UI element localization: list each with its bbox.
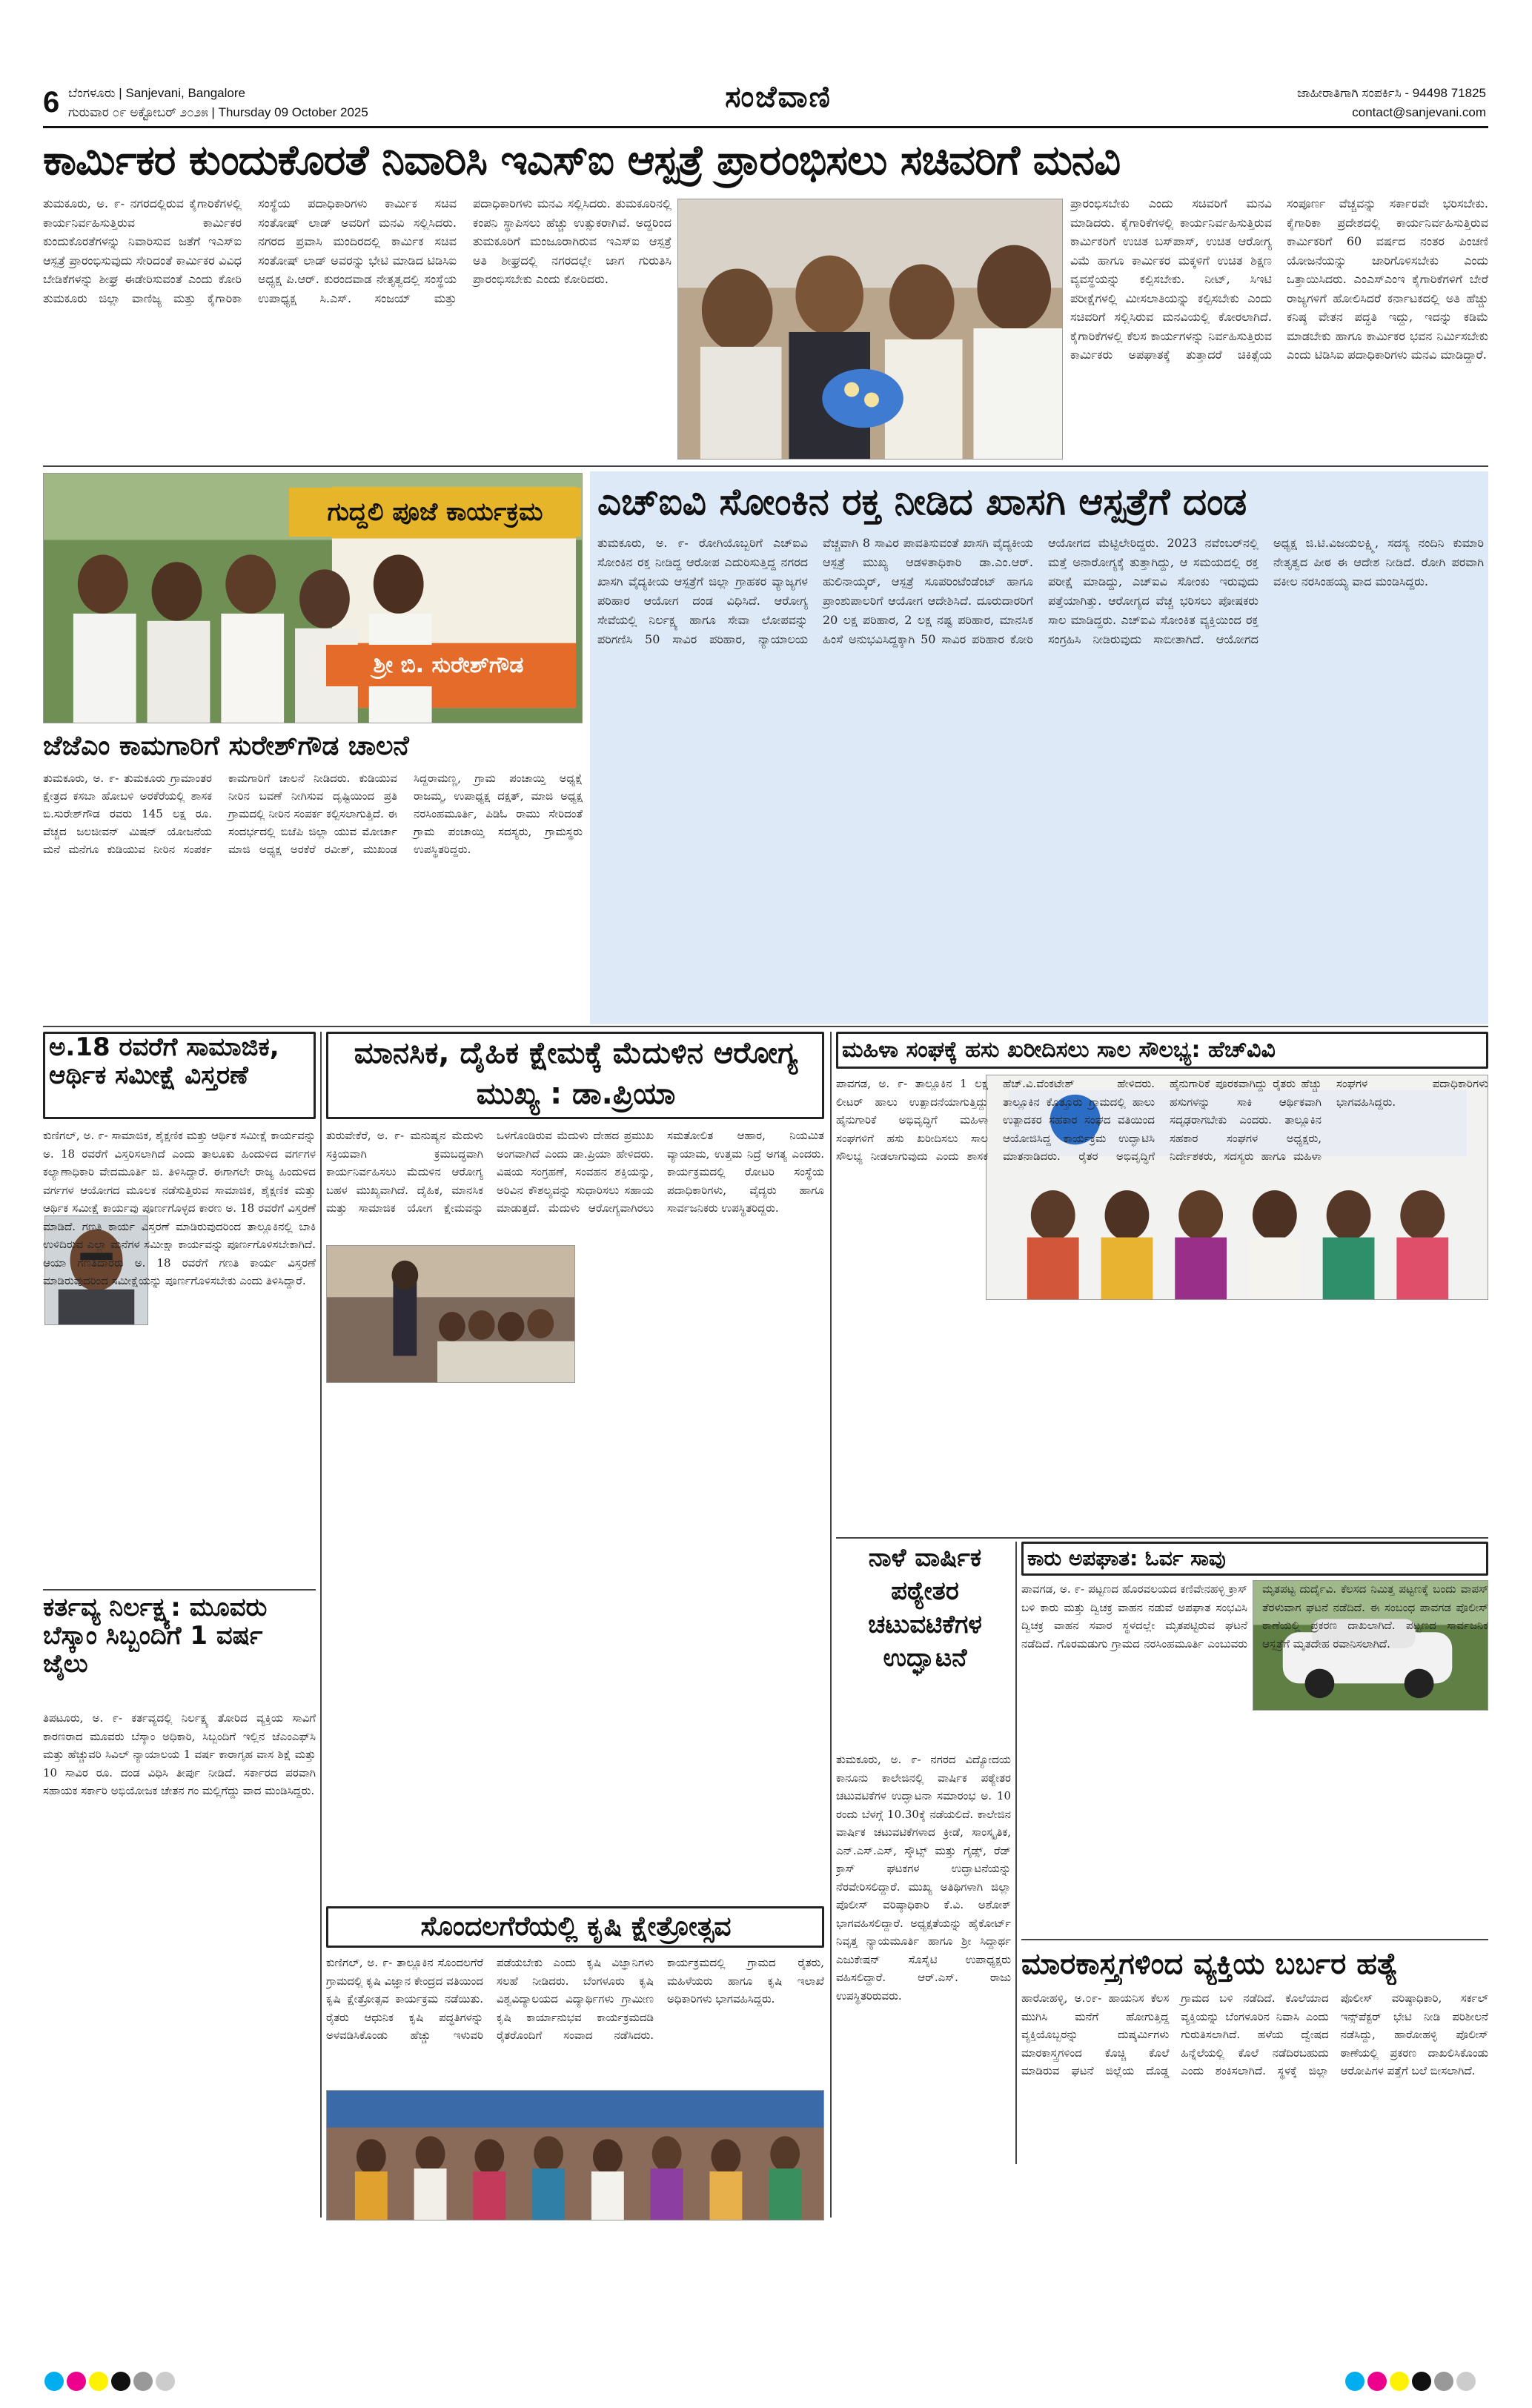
story11-headline: ಮಾರಕಾಸ್ತ್ರಗಳಿಂದ ವ್ಯಕ್ತಿಯ ಬರ್ಬರ ಹತ್ಯೆ: [1021, 1947, 1399, 1981]
swatch-yellow: [1390, 2372, 1409, 2391]
col-divider-1: [320, 1032, 322, 2218]
swatch-magenta: [67, 2372, 86, 2391]
story6-body: ತುರುವೇಕೆರೆ, ಅ. ೯- ಮನುಷ್ಯನ ಮೆದುಳು ಸಕ್ರಿಯವಾಗಿ ಕ್ರಮಬದ್ಧವಾಗಿ ಕಾರ್ಯನಿರ್ವಹಿಸಲು ಮೆದುಳಿನ ಆರೋಗ್ಯ ಬಹಳ ಮುಖ್ಯವಾಗಿದೆ. ದೈಹಿಕ, ಮಾನಸಿಕ ಮತ್ತು ಸಾಮಾಜಿಕ ಯೋಗ ಕ್ಷೇಮವನ್ನು ಒಳಗೊಂಡಿರುವ ಮೆದುಳು ದೇಹದ ಪ್ರಮುಖ ಅಂಗವಾಗಿದೆ ಎಂದು ಡಾ.ಪ್ರಿಯಾ ಹೇಳಿದರು. ವಿಷಯ ಸಂಗ್ರಹಣೆ, ಸಂವಹನ ಶಕ್ತಿಯನ್ನು, ಅರಿವಿನ ಕೌಶಲ್ಯವನ್ನು ಸುಧಾರಿಸಲು ಸಹಾಯ ಮಾಡುತ್ತದೆ. ಮೆದುಳು ಆರೋಗ್ಯವಾಗಿರಲು ಸಮತೋಲಿತ ಆಹಾರ, ನಿಯಮಿತ ವ್ಯಾಯಾಮ, ಉತ್ತಮ ನಿದ್ರೆ ಅಗತ್ಯ ಎಂದರು. ಕಾರ್ಯಕ್ರಮದಲ್ಲಿ ರೋಟರಿ ಸಂಸ್ಥೆಯ ಪದಾಧಿಕಾರಿಗಳು, ವೈದ್ಯರು ಹಾಗೂ ಸಾರ್ವಜನಿಕರು ಉಪಸ್ಥಿತರಿದ್ದರು.: [326, 1129, 824, 1215]
story7-body: ಪಾವಗಡ, ಅ. ೯- ತಾಲ್ಲೂಕಿನ 1 ಲಕ್ಷ ಲೀಟರ್ ಹಾಲು ಉತ್ಪಾದನೆಯಾಗುತ್ತಿದ್ದು ಹೈನುಗಾರಿಕೆ ಅಭಿವೃದ್ಧಿಗೆ ಮಹಿಳಾ ಸಂಘಗಳಿಗೆ ಹಸು ಖರೀದಿಸಲು ಸಾಲ ಸೌಲಭ್ಯ ನೀಡಲಾಗುವುದು ಎಂದು ಶಾಸಕ ಹೆಚ್.ವಿ.ವೆಂಕಟೇಶ್ ಹೇಳಿದರು. ತಾಲ್ಲೂಕಿನ ಕೊತ್ತೂರು ಗ್ರಾಮದಲ್ಲಿ ಹಾಲು ಉತ್ಪಾದಕರ ಸಹಕಾರ ಸಂಘದ ವತಿಯಿಂದ ಆಯೋಜಿಸಿದ್ದ ಕಾರ್ಯಕ್ರಮ ಉದ್ಘಾಟಿಸಿ ಮಾತನಾಡಿದರು. ರೈತರ ಅಭಿವೃದ್ಧಿಗೆ ಹೈನುಗಾರಿಕೆ ಪೂರಕವಾಗಿದ್ದು ರೈತರು ಹೆಚ್ಚು ಹಸುಗಳನ್ನು ಸಾಕಿ ಆರ್ಥಿಕವಾಗಿ ಸದೃಢರಾಗಬೇಕು ಎಂದರು. ತಾಲ್ಲೂಕಿನ ಸಹಕಾರ ಸಂಘಗಳ ಅಧ್ಯಕ್ಷರು, ನಿರ್ದೇಶಕರು, ಸದಸ್ಯರು ಹಾಗೂ ಮಹಿಳಾ ಸಂಘಗಳ ಪದಾಧಿಕಾರಿಗಳು ಭಾಗವಹಿಸಿದ್ದರು.: [836, 1077, 1488, 1163]
swatch-light-grey: [156, 2372, 175, 2391]
story1-body-right: ಪ್ರಾರಂಭಿಸಬೇಕು ಎಂದು ಸಚಿವರಿಗೆ ಮನವಿ ಮಾಡಿದರು. ಕೈಗಾರಿಕೆಗಳಲ್ಲಿ ಕಾರ್ಯನಿರ್ವಹಿಸುತ್ತಿರುವ ಕಾರ್ಮಿಕರಿಗೆ ಉಚಿತ ಬಸ್‌ಪಾಸ್, ಉಚಿತ ಆರೋಗ್ಯ ವಿಮೆ ಹಾಗೂ ಕಾರ್ಮಿಕರ ಮಕ್ಕಳಿಗೆ ಉಚಿತ ಶಿಕ್ಷಣ ವ್ಯವಸ್ಥೆಯನ್ನು ಕಲ್ಪಿಸಬೇಕು. ನೀಟ್, ಸಿಇಟಿ ಪರೀಕ್ಷೆಗಳಲ್ಲಿ ಮೀಸಲಾತಿಯನ್ನು ಕಲ್ಪಿಸಬೇಕು ಎಂದು ಸಚಿವರಿಗೆ ಸಲ್ಲಿಸಿರುವ ಮನವಿಯಲ್ಲಿ ಕೋರಲಾಗಿದೆ. ಕೈಗಾರಿಕೆಗಳಲ್ಲಿ ಕೆಲಸ ಕಾರ್ಯಗಳನ್ನು ನಿರ್ವಹಿಸುತ್ತಿರುವ ಕಾರ್ಮಿಕರು ಅಪಘಾತಕ್ಕೆ ತುತ್ತಾದರೆ ಚಿಕಿತ್ಸೆಯ ಸಂಪೂರ್ಣ ವೆಚ್ಚವನ್ನು ಸರ್ಕಾರವೇ ಭರಿಸಬೇಕು. ಕೈಗಾರಿಕಾ ಪ್ರದೇಶದಲ್ಲಿ ಕಾರ್ಯನಿರ್ವಹಿಸುತ್ತಿರುವ ಕಾರ್ಮಿಕರಿಗೆ 60 ವರ್ಷದ ನಂತರ ಪಿಂಚಣಿ ಯೋಜನೆಯನ್ನು ಜಾರಿಗೊಳಿಸಬೇಕು ಎಂದು ಒತ್ತಾಯಿಸಿದರು. ಎಂಎಸ್‌ಎಂಇ ಕೈಗಾರಿಕೆಗಳಿಗೆ ಬೇರೆ ರಾಜ್ಯಗಳಿಗೆ ಹೋಲಿಸಿದರೆ ಕರ್ನಾಟಕದಲ್ಲಿ ಅತಿ ಹೆಚ್ಚು ಕನಿಷ್ಠ ವೇತನ ಪದ್ಧತಿ ಇದ್ದು, ಇದನ್ನು ಕಡಿಮೆ ಮಾಡಬೇಕು ಹಾಗೂ ಕಾರ್ಮಿಕರ ಭವನ ನಿರ್ಮಿಸಬೇಕು ಎಂದು ಟಿಡಿಸಿಐ ಪದಾಧಿಕಾರಿಗಳು ಮನವಿ ಮಾಡಿದ್ದಾರೆ.: [1070, 196, 1488, 362]
story7-divider: [836, 1537, 1488, 1539]
story8-body: ತುಮಕೂರು, ಅ. ೯- ನಗರದ ವಿದ್ಯೋದಯ ಕಾನೂನು ಕಾಲೇಜಿನಲ್ಲಿ ವಾರ್ಷಿಕ ಪಠ್ಯೇತರ ಚಟುವಟಿಕೆಗಳ ಉದ್ಘಾಟನಾ ಸಮಾರಂಭ ಅ. 10 ರಂದು ಬೆಳಗ್ಗೆ 10.30ಕ್ಕೆ ನಡೆಯಲಿದೆ. ಕಾಲೇಜಿನ ವಾರ್ಷಿಕ ಚಟುವಟಿಕೆಗಳಾದ ಕ್ರೀಡೆ, ಸಾಂಸ್ಕೃತಿಕ, ಎನ್.ಎಸ್.ಎಸ್, ಸ್ಕೌಟ್ಸ್ ಮತ್ತು ಗೈಡ್ಸ್, ರೆಡ್ ಕ್ರಾಸ್ ಘಟಕಗಳ ಉದ್ಘಾಟನೆಯನ್ನು ನೆರವೇರಿಸಲಿದ್ದಾರೆ. ಮುಖ್ಯ ಅತಿಥಿಗಳಾಗಿ ಜಿಲ್ಲಾ ಪೊಲೀಸ್ ವರಿಷ್ಠಾಧಿಕಾರಿ ಕೆ.ವಿ. ಅಶೋಕ್ ಭಾಗವಹಿಸಲಿದ್ದಾರೆ. ಅಧ್ಯಕ್ಷತೆಯನ್ನು ಹೈಕೋರ್ಟ್ ನಿವೃತ್ತ ನ್ಯಾಯಮೂರ್ತಿ ಹಾಗೂ ಶ್ರೀ ಸಿದ್ದಾರ್ಥ ಎಜುಕೇಷನ್ ಸೊಸೈಟಿ ಉಪಾಧ್ಯಕ್ಷರು ವಹಿಸಲಿದ್ದಾರೆ. ಆರ್.ಎಸ್. ರಾಜು ಉಪಸ್ಥಿತರಿರುವರು.: [836, 1753, 1011, 2003]
col-divider-3: [1015, 1542, 1017, 2164]
date-line: ಗುರುವಾರ ೦೯ ಅಕ್ಟೋಬರ್ ೨೦೨೫ | Thursday 09 October 2025: [68, 105, 368, 119]
story3-banner: [289, 488, 581, 537]
swatch-black: [111, 2372, 130, 2391]
story3-body: ತುಮಕೂರು, ಅ. ೯- ತುಮಕೂರು ಗ್ರಾಮಾಂತರ ಕ್ಷೇತ್ರದ ಕಸಬಾ ಹೋಬಳಿ ಅರಕೆರೆಯಲ್ಲಿ ಶಾಸಕ ಬಿ.ಸುರೇಶ್‌ಗೌಡ ರವರು 145 ಲಕ್ಷ ರೂ. ವೆಚ್ಚದ ಜಲಜೀವನ್ ಮಿಷನ್ ಯೋಜನೆಯ ಮನೆ ಮನೆಗೂ ಕುಡಿಯುವ ನೀರಿನ ಸಂಪರ್ಕ ಕಾಮಗಾರಿಗೆ ಚಾಲನೆ ನೀಡಿದರು. ಕುಡಿಯುವ ನೀರಿನ ಬವಣೆ ನೀಗಿಸುವ ದೃಷ್ಟಿಯಿಂದ ಪ್ರತಿ ಗ್ರಾಮದಲ್ಲಿ ನೀರಿನ ಸಂಪರ್ಕ ಕಲ್ಪಿಸಲಾಗುತ್ತಿದೆ. ಈ ಸಂದರ್ಭದಲ್ಲಿ ಬಿಜೆಪಿ ಜಿಲ್ಲಾ ಯುವ ಮೋರ್ಚಾ ಮಾಜಿ ಅಧ್ಯಕ್ಷ ಅರಕೆರೆ ರವೀಶ್, ಮುಖಂಡ ಸಿದ್ದರಾಮಣ್ಣ, ಗ್ರಾಮ ಪಂಚಾಯ್ತಿ ಅಧ್ಯಕ್ಷೆ ರಾಜಮ್ಮ, ಉಪಾಧ್ಯಕ್ಷ ದಕ್ಷತ್, ಮಾಜಿ ಅಧ್ಯಕ್ಷ ನರಸಿಂಹಮೂರ್ತಿ, ಪಿಡಿಓ ರಾಮು ಸೇರಿದಂತೆ ಗ್ರಾಮ ಪಂಚಾಯ್ತಿ ಸದಸ್ಯರು, ಗ್ರಾಮಸ್ಥರು ಉಪಸ್ಥಿತರಿದ್ದರು.: [43, 772, 583, 856]
story3-banner-name-text: ಶ್ರೀ ಬಿ. ಸುರೇಶ್‌ಗೌಡ: [373, 652, 524, 678]
swatch-yellow: [89, 2372, 108, 2391]
story3-banner-name: [326, 645, 571, 686]
story8-headline: ನಾಳೆ ವಾರ್ಷಿಕ ಪಠ್ಯೇತರ ಚಟುವಟಿಕೆಗಳ ಉದ್ಘಾಟನೆ: [868, 1543, 982, 1673]
swatch-grey: [133, 2372, 153, 2391]
story10-headline: ಸೊಂದಲಗೆರೆಯಲ್ಲಿ ಕೃಷಿ ಕ್ಷೇತ್ರೋತ್ಸವ: [420, 1911, 732, 1942]
page-number: 6: [43, 86, 60, 119]
story2-headline: ಎಚ್‌ಐವಿ ಸೋಂಕಿನ ರಕ್ತ ನೀಡಿದ ಖಾಸಗಿ ಆಸ್ಪತ್ರೆಗೆ ದಂಡ: [597, 480, 1247, 523]
masthead-logo: [645, 80, 912, 114]
edition-label: ಬೆಂಗಳೂರು | Sanjevani, Bangalore: [68, 86, 245, 100]
story9-headline: ಕಾರು ಅಪಘಾತ: ಓರ್ವ ಸಾವು: [1027, 1546, 1226, 1570]
story11-rule: [1021, 1939, 1488, 1940]
header-rule: [43, 126, 1488, 128]
swatch-magenta: [1367, 2372, 1387, 2391]
story1-photo: [677, 199, 1063, 460]
story10-body: ಕುಣಿಗಲ್, ಅ. ೯- ತಾಲ್ಲೂಕಿನ ಸೊಂದಲಗೆರೆ ಗ್ರಾಮದಲ್ಲಿ ಕೃಷಿ ವಿಜ್ಞಾನ ಕೇಂದ್ರದ ವತಿಯಿಂದ ಕೃಷಿ ಕ್ಷೇತ್ರೋತ್ಸವ ಕಾರ್ಯಕ್ರಮ ನಡೆಯಿತು. ರೈತರು ಆಧುನಿಕ ಕೃಷಿ ಪದ್ಧತಿಗಳನ್ನು ಅಳವಡಿಸಿಕೊಂಡು ಹೆಚ್ಚು ಇಳುವರಿ ಪಡೆಯಬೇಕು ಎಂದು ಕೃಷಿ ವಿಜ್ಞಾನಿಗಳು ಸಲಹೆ ನೀಡಿದರು. ಬೆಂಗಳೂರು ಕೃಷಿ ವಿಶ್ವವಿದ್ಯಾಲಯದ ವಿದ್ಯಾರ್ಥಿಗಳು ಗ್ರಾಮೀಣ ಕೃಷಿ ಕಾರ್ಯಾನುಭವ ಕಾರ್ಯಕ್ರಮದಡಿ ರೈತರೊಂದಿಗೆ ಸಂವಾದ ನಡೆಸಿದರು. ಕಾರ್ಯಕ್ರಮದಲ್ಲಿ ಗ್ರಾಮದ ರೈತರು, ಮಹಿಳೆಯರು ಹಾಗೂ ಕೃಷಿ ಇಲಾಖೆ ಅಧಿಕಾರಿಗಳು ಭಾಗವಹಿಸಿದ್ದರು.: [326, 1956, 824, 2042]
swatch-black: [1412, 2372, 1431, 2391]
story1-body-left: ತುಮಕೂರು, ಅ. ೯- ನಗರದಲ್ಲಿರುವ ಕೈಗಾರಿಕೆಗಳಲ್ಲಿ ಕಾರ್ಯನಿರ್ವಹಿಸುತ್ತಿರುವ ಕಾರ್ಮಿಕರ ಕುಂದುಕೊರತೆಗಳನ್ನು ನಿವಾರಿಸುವ ಜತೆಗೆ ಇಎಸ್‌ಐ ಆಸ್ಪತ್ರೆ ಪ್ರಾರಂಭಿಸುವುದು ಸೇರಿದಂತೆ ಕಾರ್ಮಿಕರ ವಿವಿಧ ಬೇಡಿಕೆಗಳನ್ನು ಶೀಘ್ರ ಈಡೇರಿಸುವಂತೆ ಎಂದು ಕೋರಿ ತುಮಕೂರು ಜಿಲ್ಲಾ ವಾಣಿಜ್ಯ ಮತ್ತು ಕೈಗಾರಿಕಾ ಸಂಸ್ಥೆಯ ಪದಾಧಿಕಾರಿಗಳು ಕಾರ್ಮಿಕ ಸಚಿವ ಸಂತೋಷ್ ಲಾಡ್ ಅವರಿಗೆ ಮನವಿ ಸಲ್ಲಿಸಿದರು. ನಗರದ ಪ್ರವಾಸಿ ಮಂದಿರದಲ್ಲಿ ಕಾರ್ಮಿಕ ಸಚಿವ ಸಂತೋಷ್ ಲಾಡ್ ಅವರನ್ನು ಭೇಟಿ ಮಾಡಿದ ಟಿಡಿಸಿಐ ಅಧ್ಯಕ್ಷ ಪಿ.ಆರ್. ಕುರಂದವಾಡ ನೇತೃತ್ವದಲ್ಲಿ ಸಂಸ್ಥೆಯ ಉಪಾಧ್ಯಕ್ಷ ಸಿ.ಎಸ್. ಸಂಜಯ್ ಮತ್ತು ಪದಾಧಿಕಾರಿಗಳು ಮನವಿ ಸಲ್ಲಿಸಿದರು. ತುಮಕೂರಿನಲ್ಲಿ ಕಂಪನಿ ಸ್ಥಾಪಿಸಲು ಹೆಚ್ಚು ಉತ್ಸುಕರಾಗಿವೆ. ಅದ್ದರಿಂದ ತುಮಕೂರಿಗೆ ಮಂಜೂರಾಗಿರುವ ಇಎಸ್‌ಐ ಆಸ್ಪತ್ರೆ ಅತಿ ಶೀಘ್ರದಲ್ಲಿ ನಗರದಲ್ಲೇ ಜಾಗ ಗುರುತಿಸಿ ಪ್ರಾರಂಭಿಸಬೇಕು ಎಂದು ಕೋರಿದರು.: [43, 196, 672, 305]
story1-divider: [43, 465, 1488, 467]
story5-body: ತಿಪಟೂರು, ಅ. ೯- ಕರ್ತವ್ಯದಲ್ಲಿ ನಿರ್ಲಕ್ಷ್ಯ ತೋರಿದ ವ್ಯಕ್ತಿಯ ಸಾವಿಗೆ ಕಾರಣರಾದ ಮೂವರು ಬೆಸ್ಕಾಂ ಅಧಿಕಾರಿ, ಸಿಬ್ಬಂದಿಗೆ ಇಲ್ಲಿನ ಜೆಎಂಎಫ್‌ಸಿ ಮತ್ತು ಹೆಚ್ಚುವರಿ ಸಿವಿಲ್ ನ್ಯಾಯಾಲಯ 1 ವರ್ಷ ಕಾರಾಗೃಹ ವಾಸ ಶಿಕ್ಷೆ ಮತ್ತು 10 ಸಾವಿರ ರೂ. ದಂಡ ವಿಧಿಸಿ ತೀರ್ಪು ನೀಡಿದೆ. ಸರ್ಕಾರದ ಪರವಾಗಿ ಸಹಾಯಕ ಸರ್ಕಾರಿ ಅಭಿಯೋಜಕ ಚೇತನ ಗಂ ಮಲ್ಲಿಗೆದ್ದು ವಾದ ಮಂಡಿಸಿದ್ದರು.: [43, 1711, 316, 1797]
ad-contact: ಜಾಹೀರಾತಿಗಾಗಿ ಸಂಪರ್ಕಿಸಿ - 94498 71825: [1297, 86, 1486, 100]
contact-email[interactable]: contact@sanjevani.com: [1352, 105, 1486, 119]
col-divider-2: [830, 1032, 832, 2218]
story2-body: ತುಮಕೂರು, ಅ. ೯- ರೋಗಿಯೊಬ್ಬರಿಗೆ ಎಚ್‌ಐವಿ ಸೋಂಕಿನ ರಕ್ತ ನೀಡಿದ್ದ ಆರೋಪ ಎದುರಿಸುತ್ತಿದ್ದ ನಗರದ ಖಾಸಗಿ ವೈದ್ಯಕೀಯ ಆಸ್ಪತ್ರೆಗೆ ಜಿಲ್ಲಾ ಗ್ರಾಹಕರ ವ್ಯಾಜ್ಯಗಳ ಪರಿಹಾರ ಆಯೋಗ ದಂಡ ವಿಧಿಸಿದೆ. ಆರೋಗ್ಯ ಸೇವೆಯಲ್ಲಿ ನಿರ್ಲಕ್ಷ್ಯ ಹಾಗೂ ಸೇವಾ ಲೋಪವನ್ನು ಪರಿಗಣಿಸಿ 50 ಸಾವಿರ ಪರಿಹಾರ, ನ್ಯಾಯಾಲಯ ವೆಚ್ಚವಾಗಿ 8 ಸಾವಿರ ಪಾವತಿಸುವಂತೆ ಖಾಸಗಿ ವೈದ್ಯಕೀಯ ಆಸ್ಪತ್ರೆ ಮುಖ್ಯ ಆಡಳಿತಾಧಿಕಾರಿ ಡಾ.ಎಂ.ಆರ್. ಹುಲಿನಾಯ್ಕರ್, ಆಸ್ಪತ್ರೆ ಸೂಪರಿಂಟೆಂಡೆಂಟ್ ಹಾಗೂ ಪ್ರಾಂಶುಪಾಲರಿಗೆ ಆಯೋಗ ಆದೇಶಿಸಿದೆ. ದೂರುದಾರರಿಗೆ 20 ಲಕ್ಷ ಪರಿಹಾರ, 2 ಲಕ್ಷ ನಷ್ಟ ಪರಿಹಾರ, ಮಾನಸಿಕ ಹಿಂಸೆ ಅನುಭವಿಸಿದ್ದಕ್ಕಾಗಿ 50 ಸಾವಿರ ಪರಿಹಾರ ಕೋರಿ ಆಯೋಗದ ಮೆಟ್ಟಿಲೇರಿದ್ದರು. 2023 ನವೆಂಬರ್‌ನಲ್ಲಿ ಮತ್ತೆ ಅನಾರೋಗ್ಯಕ್ಕೆ ತುತ್ತಾಗಿದ್ದು, ಆ ಸಮಯದಲ್ಲಿ ರಕ್ತ ಪರೀಕ್ಷೆ ಮಾಡಿದ್ದು, ಎಚ್‌ಐವಿ ಸೋಂಕು ಇರುವುದು ಪತ್ತೆಯಾಗಿತ್ತು. ಆರೋಗ್ಯದ ವೆಚ್ಚ ಭರಿಸಲು ಪೋಷಕರು ಸಾಲ ಮಾಡಿದ್ದರು. ಎಚ್‌ಐವಿ ಸೋಂಕಿತ ವ್ಯಕ್ತಿಯಿಂದ ರಕ್ತ ಸಂಗ್ರಹಿಸಿ ನೀಡಿರುವುದು ಸಾಬೀತಾಗಿದೆ. ಆಯೋಗದ ಅಧ್ಯಕ್ಷ ಜಿ.ಟಿ.ವಿಜಯಲಕ್ಷ್ಮಿ, ಸದಸ್ಯ ನಂದಿನಿ ಕುಮಾರಿ ನೇತೃತ್ವದ ಪೀಠ ಈ ಆದೇಶ ನೀಡಿದೆ. ರೋಗಿ ಪರವಾಗಿ ವಕೀಲ ನರಸಿಂಹಯ್ಯ ವಾದ ಮಂಡಿಸಿದ್ದರು.: [597, 536, 1484, 646]
story9-body: ಪಾವಗಡ, ಅ. ೯- ಪಟ್ಟಣದ ಹೊರವಲಯದ ಕಣಿವೇನಹಳ್ಳಿ ಕ್ರಾಸ್ ಬಳಿ ಕಾರು ಮತ್ತು ದ್ವಿಚಕ್ರ ವಾಹನ ನಡುವೆ ಅಪಘಾತ ಸಂಭವಿಸಿ ದ್ವಿಚಕ್ರ ವಾಹನ ಸವಾರ ಸ್ಥಳದಲ್ಲೇ ಮೃತಪಟ್ಟಿರುವ ಘಟನೆ ನಡೆದಿದೆ. ಗೊರಮಡುಗು ಗ್ರಾಮದ ನರಸಿಂಹಮೂರ್ತಿ ಎಂಬುವರು ಮೃತಪಟ್ಟ ದುರ್ದೈವಿ. ಕೆಲಸದ ನಿಮಿತ್ತ ಪಟ್ಟಣಕ್ಕೆ ಬಂದು ವಾಪಸ್ ತೆರಳುವಾಗ ಘಟನೆ ನಡೆದಿದೆ. ಈ ಸಂಬಂಧ ಪಾವಗಡ ಪೊಲೀಸ್ ಠಾಣೆಯಲ್ಲಿ ಪ್ರಕರಣ ದಾಖಲಾಗಿದೆ. ಪಟ್ಟಣದ ಸಾರ್ವಜನಿಕ ಆಸ್ಪತ್ರೆಗೆ ಮೃತದೇಹ ರವಾನಿಸಲಾಗಿದೆ.: [1021, 1582, 1488, 1651]
story10-photo: [326, 2090, 824, 2220]
masthead-text: ಸಂಜೆವಾಣಿ: [725, 80, 832, 114]
story3-banner-text: ಗುದ್ದಲಿ ಪೂಜೆ ಕಾರ್ಯಕ್ರಮ: [327, 497, 543, 527]
print-color-bar-left: [44, 2372, 185, 2394]
story1-headline: ಕಾರ್ಮಿಕರ ಕುಂದುಕೊರತೆ ನಿವಾರಿಸಿ ಇಎಸ್‌ಐ ಆಸ್ಪತ್ರೆ ಪ್ರಾರಂಭಿಸಲು ಸಚಿವರಿಗೆ ಮನವಿ: [43, 136, 1121, 185]
story5-rule: [43, 1589, 316, 1591]
swatch-grey: [1434, 2372, 1453, 2391]
story6-headline: ಮಾನಸಿಕ, ದೈಹಿಕ ಕ್ಷೇಮಕ್ಕೆ ಮೆದುಳಿನ ಆರೋಗ್ಯ ಮುಖ್ಯ : ಡಾ.ಪ್ರಿಯಾ: [354, 1036, 798, 1111]
story5-headline: ಕರ್ತವ್ಯ ನಿರ್ಲಕ್ಷ್ಯ: ಮೂವರು ಬೆಸ್ಕಾಂ ಸಿಬ್ಬಂದಿಗೆ 1 ವರ್ಷ ಜೈಲು: [43, 1593, 268, 1679]
print-color-bar-right: [1345, 2372, 1486, 2394]
swatch-cyan: [44, 2372, 64, 2391]
story4-headline: ಅ.18 ರವರೆಗೆ ಸಾಮಾಜಿಕ, ಆರ್ಥಿಕ ಸಮೀಕ್ಷೆ ವಿಸ್ತರಣೆ: [49, 1033, 279, 1090]
row2-divider: [43, 1026, 1488, 1027]
story7-headline: ಮಹಿಳಾ ಸಂಘಕ್ಕೆ ಹಸು ಖರೀದಿಸಲು ಸಾಲ ಸೌಲಭ್ಯ: ಹೆಚ್‌ವಿವಿ: [842, 1037, 1276, 1063]
story3-headline: ಜೆಜೆಎಂ ಕಾಮಗಾರಿಗೆ ಸುರೇಶ್‌ಗೌಡ ಚಾಲನೆ: [43, 731, 409, 761]
story11-body: ಹಾರೋಹಳ್ಳಿ, ಅ.೦೯- ಹಾಯನಿಸ ಕೆಲಸ ಮುಗಿಸಿ ಮನೆಗೆ ಹೋಗುತ್ತಿದ್ದ ವ್ಯಕ್ತಿಯೊಬ್ಬರನ್ನು ದುಷ್ಕರ್ಮಿಗಳು ಮಾರಕಾಸ್ತ್ರಗಳಿಂದ ಕೊಚ್ಚಿ ಕೊಲೆ ಮಾಡಿರುವ ಘಟನೆ ಜಿಲ್ಲೆಯ ದೊಡ್ಡ ಗ್ರಾಮದ ಬಳಿ ನಡೆದಿದೆ. ಕೊಲೆಯಾದ ವ್ಯಕ್ತಿಯನ್ನು ಬೆಂಗಳೂರಿನ ನಿವಾಸಿ ಎಂದು ಗುರುತಿಸಲಾಗಿದೆ. ಹಳೆಯ ದ್ವೇಷದ ಹಿನ್ನೆಲೆಯಲ್ಲಿ ಕೊಲೆ ನಡೆದಿರಬಹುದು ಎಂದು ಶಂಕಿಸಲಾಗಿದೆ. ಸ್ಥಳಕ್ಕೆ ಜಿಲ್ಲಾ ಪೊಲೀಸ್ ವರಿಷ್ಠಾಧಿಕಾರಿ, ಸರ್ಕಲ್ ಇನ್ಸ್‌ಪೆಕ್ಟರ್ ಭೇಟಿ ನೀಡಿ ಪರಿಶೀಲನೆ ನಡೆಸಿದ್ದು, ಹಾರೋಹಳ್ಳಿ ಪೊಲೀಸ್ ಠಾಣೆಯಲ್ಲಿ ಪ್ರಕರಣ ದಾಖಲಿಸಿಕೊಂಡು ಆರೋಪಿಗಳ ಪತ್ತೆಗೆ ಬಲೆ ಬೀಸಲಾಗಿದೆ.: [1021, 1991, 1488, 2077]
swatch-cyan: [1345, 2372, 1364, 2391]
story4-body: ಕುಣಿಗಲ್, ಅ. ೯- ಸಾಮಾಜಿಕ, ಶೈಕ್ಷಣಿಕ ಮತ್ತು ಆರ್ಥಿಕ ಸಮೀಕ್ಷೆ ಕಾರ್ಯವನ್ನು ಅ. 18 ರವರೆಗೆ ವಿಸ್ತರಿಸಲಾಗಿದೆ ಎಂದು ತಾಲೂಕು ಹಿಂದುಳಿದ ವರ್ಗಗಳ ಕಲ್ಯಾಣಾಧಿಕಾರಿ ವೇದಮೂರ್ತಿ ಜಿ. ತಿಳಿಸಿದ್ದಾರೆ. ಈಗಾಗಲೇ ರಾಜ್ಯ ಹಿಂದುಳಿದ ವರ್ಗಗಳ ಆಯೋಗದ ಮೂಲಕ ನಡೆಸುತ್ತಿರುವ ಸಾಮಾಜಿಕ, ಶೈಕ್ಷಣಿಕ ಮತ್ತು ಆರ್ಥಿಕ ಸಮೀಕ್ಷೆ ಕಾರ್ಯವು ಪೂರ್ಣಗೊಳ್ಳದ ಕಾರಣ ಅ. 18 ರವರೆಗೆ ವಿಸ್ತರಣೆ ಮಾಡಿದೆ. ಗಣತಿ ಕಾರ್ಯ ವಿಸ್ತರಣೆ ಮಾಡಿರುವುದರಿಂದ ತಾಲ್ಲೂಕಿನಲ್ಲಿ ಬಾಕಿ ಉಳಿದಿರುವ ಎಲ್ಲಾ ಮನೆಗಳ ಸಮೀಕ್ಷಾ ಕಾರ್ಯವನ್ನು ಪೂರ್ಣಗೊಳಿಸಬೇಕಾಗಿದೆ. ಆಯಾ ಗಣತಿದಾರರು ಅ. 18 ರವರೆಗೆ ಗಣತಿ ಕಾರ್ಯ ವಿಸ್ತರಣೆ ಮಾಡಿರುವುದರಿಂದ ಸಮೀಕ್ಷೆಯನ್ನು ಪೂರ್ಣಗೊಳಿಸಬೇಕು ಎಂದು ತಿಳಿಸಿದ್ದಾರೆ.: [43, 1129, 316, 1287]
swatch-light-grey: [1456, 2372, 1476, 2391]
